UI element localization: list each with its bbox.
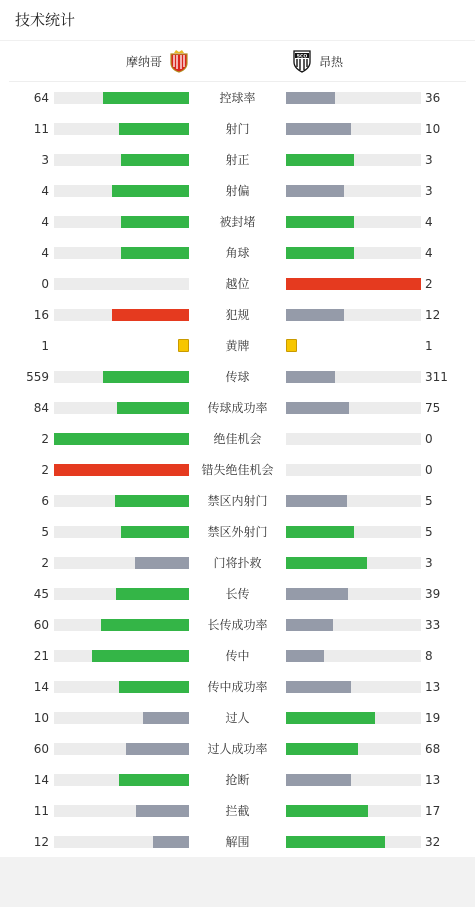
home-stat-bar-track (54, 123, 189, 135)
stat-label: 抢断 (225, 773, 250, 787)
stat-label: 过人 (225, 711, 250, 725)
away-stat-value: 311 (425, 370, 448, 384)
away-stat-bar (286, 774, 351, 786)
home-stat-value: 64 (33, 91, 49, 105)
stat-label: 被封堵 (219, 215, 256, 229)
stat-label: 越位 (225, 277, 250, 291)
stat-row (0, 207, 475, 238)
away-stat-bar (286, 278, 421, 290)
home-stat-bar-track (54, 526, 189, 538)
away-stat-bar-track (286, 402, 421, 414)
home-stat-bar-track (54, 402, 189, 414)
home-stat-value: 4 (41, 246, 49, 260)
home-stat-value: 10 (33, 711, 49, 725)
stat-label: 射门 (225, 122, 250, 136)
home-stat-value: 5 (41, 525, 49, 539)
home-stat-bar (115, 495, 189, 507)
home-stat-bar (121, 216, 189, 228)
away-stat-bar-track (286, 619, 421, 631)
away-stat-bar (286, 92, 335, 104)
stat-label: 过人成功率 (207, 742, 268, 756)
angers-sco-crest-icon (293, 49, 311, 73)
home-stat-bar (119, 123, 189, 135)
home-stat-bar (121, 247, 189, 259)
away-stat-value: 3 (425, 153, 433, 167)
away-stat-value: 36 (425, 91, 441, 105)
home-stat-bar-track (54, 92, 189, 104)
home-stat-bar (116, 588, 189, 600)
home-stat-bar (92, 650, 189, 662)
stat-label: 传中成功率 (207, 680, 268, 694)
away-stat-bar-track (286, 588, 421, 600)
away-stat-bar-track (286, 123, 421, 135)
away-stat-bar-track (286, 526, 421, 538)
away-stat-value: 68 (425, 742, 441, 756)
home-stat-value: 45 (33, 587, 49, 601)
stat-row (0, 486, 475, 517)
away-stat-bar-track (286, 278, 421, 290)
away-stat-bar (286, 619, 333, 631)
home-stat-bar (112, 185, 189, 197)
home-stat-value: 2 (41, 463, 49, 477)
home-stat-bar-track (54, 154, 189, 166)
away-stat-value: 3 (425, 556, 433, 570)
home-stat-value: 4 (41, 184, 49, 198)
stat-row (0, 424, 475, 455)
home-stat-value: 11 (33, 804, 49, 818)
away-stat-bar (286, 681, 351, 693)
home-stat-bar-track (54, 743, 189, 755)
away-stat-bar-track (286, 495, 421, 507)
stat-row (0, 796, 475, 827)
home-stat-bar (119, 681, 189, 693)
home-stat-value: 12 (33, 835, 49, 849)
away-stat-bar-track (286, 743, 421, 755)
stat-label: 禁区外射门 (207, 525, 268, 539)
home-stat-bar (121, 154, 189, 166)
away-stat-bar (286, 588, 348, 600)
away-stat-bar-track (286, 805, 421, 817)
away-stat-value: 75 (425, 401, 441, 415)
away-stat-value: 8 (425, 649, 433, 663)
home-stat-bar-track (54, 712, 189, 724)
home-stat-bar-track (54, 805, 189, 817)
away-stat-bar (286, 526, 354, 538)
away-stat-bar (286, 402, 349, 414)
stat-label: 传中 (225, 649, 250, 663)
home-stat-bar-track (54, 216, 189, 228)
away-stat-bar (286, 216, 354, 228)
away-stat-value: 13 (425, 680, 441, 694)
away-stat-bar-track (286, 464, 421, 476)
home-stat-value: 2 (41, 432, 49, 446)
stat-row (0, 610, 475, 641)
away-stat-bar-track (286, 433, 421, 445)
stat-row (0, 548, 475, 579)
home-stat-bar-track (54, 185, 189, 197)
home-stat-value: 84 (33, 401, 49, 415)
home-stat-bar-track (54, 619, 189, 631)
home-stat-bar (103, 371, 189, 383)
away-stat-bar-track (286, 712, 421, 724)
home-stat-bar (117, 402, 189, 414)
away-stat-bar-track (286, 836, 421, 848)
home-stat-bar-track (54, 433, 189, 445)
home-stat-value: 4 (41, 215, 49, 229)
stat-label: 禁区内射门 (207, 494, 268, 508)
away-stat-value: 0 (425, 432, 433, 446)
stat-label: 拦截 (225, 804, 250, 818)
away-team[interactable] (293, 41, 343, 81)
stat-row (0, 114, 475, 145)
away-stat-value: 2 (425, 277, 433, 291)
away-stat-bar (286, 650, 324, 662)
home-team[interactable] (126, 41, 188, 81)
monaco-crest-icon (170, 49, 188, 73)
away-stat-bar-track (286, 154, 421, 166)
away-stat-bar-track (286, 650, 421, 662)
away-stat-value: 12 (425, 308, 441, 322)
away-stat-bar-track (286, 309, 421, 321)
home-stat-value: 6 (41, 494, 49, 508)
home-stat-value: 11 (33, 122, 49, 136)
home-stat-bar (121, 526, 189, 538)
home-stat-bar (119, 774, 189, 786)
away-stat-bar-track (286, 774, 421, 786)
home-stat-bar (126, 743, 189, 755)
home-stat-value: 2 (41, 556, 49, 570)
away-stat-bar-track (286, 371, 421, 383)
home-stat-value: 0 (41, 277, 49, 291)
home-stat-bar-track (54, 681, 189, 693)
home-stat-bar (101, 619, 189, 631)
home-stat-bar-track (54, 836, 189, 848)
home-stat-value: 559 (26, 370, 49, 384)
away-stat-value: 4 (425, 215, 433, 229)
away-stat-bar (286, 309, 344, 321)
stat-row (0, 455, 475, 486)
away-stat-bar-track (286, 681, 421, 693)
stat-row (0, 393, 475, 424)
home-stat-bar (136, 805, 189, 817)
away-stat-value: 32 (425, 835, 441, 849)
home-stat-value: 3 (41, 153, 49, 167)
stat-label: 射正 (225, 153, 250, 167)
page-title: 技术统计 (0, 0, 475, 41)
stat-label: 控球率 (219, 91, 256, 105)
stat-label: 犯规 (225, 308, 250, 322)
home-stat-bar-track (54, 278, 189, 290)
stat-label: 角球 (225, 246, 250, 260)
stat-label: 传球成功率 (207, 401, 268, 415)
home-stat-bar-track (54, 464, 189, 476)
away-stat-bar-track (286, 92, 421, 104)
home-stat-bar (143, 712, 189, 724)
home-stat-bar (103, 92, 189, 104)
away-stat-bar (286, 712, 375, 724)
away-stat-value: 5 (425, 494, 433, 508)
stat-row (0, 331, 475, 362)
away-stat-value: 13 (425, 773, 441, 787)
home-stat-value: 60 (33, 618, 49, 632)
home-team-name: 摩纳哥 (126, 54, 163, 69)
stat-row (0, 145, 475, 176)
away-stat-value: 33 (425, 618, 441, 632)
away-stat-bar-track (286, 216, 421, 228)
home-stat-bar-track (54, 557, 189, 569)
home-stat-bar-track (54, 495, 189, 507)
stat-row (0, 765, 475, 796)
away-stat-value: 0 (425, 463, 433, 477)
home-stat-bar-track (54, 588, 189, 600)
away-stat-bar (286, 247, 354, 259)
teams-header (9, 41, 466, 82)
away-stat-bar-track (286, 185, 421, 197)
stat-row (0, 362, 475, 393)
stat-row (0, 176, 475, 207)
away-stat-value: 3 (425, 184, 433, 198)
yellow-card-icon (178, 339, 189, 352)
stat-label: 长传 (225, 587, 250, 601)
away-team-name: 昂热 (319, 54, 344, 69)
stat-row (0, 827, 475, 858)
home-stat-value: 14 (33, 773, 49, 787)
stat-label: 解围 (225, 835, 250, 849)
stat-row (0, 269, 475, 300)
home-stat-bar-track (54, 247, 189, 259)
home-stat-bar-track (54, 309, 189, 321)
away-stat-bar (286, 805, 368, 817)
home-stat-bar (153, 836, 189, 848)
stat-row (0, 703, 475, 734)
away-stat-value: 19 (425, 711, 441, 725)
home-stat-value: 60 (33, 742, 49, 756)
stat-row (0, 517, 475, 548)
stat-row (0, 83, 475, 114)
away-stat-bar (286, 154, 354, 166)
stat-row (0, 579, 475, 610)
away-stat-value: 17 (425, 804, 441, 818)
away-stat-bar (286, 185, 344, 197)
away-stat-bar (286, 836, 385, 848)
home-stat-value: 21 (33, 649, 49, 663)
away-stat-bar-track (286, 247, 421, 259)
stat-label: 错失绝佳机会 (201, 463, 274, 477)
stat-row (0, 238, 475, 269)
stat-label: 传球 (225, 370, 250, 384)
away-stat-bar (286, 743, 358, 755)
away-stat-bar-track (286, 557, 421, 569)
stat-row (0, 672, 475, 703)
home-stat-value: 1 (41, 339, 49, 353)
stats-list (0, 82, 475, 858)
home-stat-bar (54, 433, 189, 445)
away-stat-value: 10 (425, 122, 441, 136)
away-stat-value: 4 (425, 246, 433, 260)
away-stat-value: 1 (425, 339, 433, 353)
home-stat-bar-track (54, 371, 189, 383)
away-stat-bar (286, 123, 351, 135)
stat-label: 射偏 (225, 184, 250, 198)
away-stat-value: 39 (425, 587, 441, 601)
away-stat-value: 5 (425, 525, 433, 539)
home-stat-bar (135, 557, 189, 569)
home-stat-value: 14 (33, 680, 49, 694)
home-stat-bar-track (54, 650, 189, 662)
home-stat-bar (112, 309, 189, 321)
away-stat-bar (286, 557, 367, 569)
away-stat-bar (286, 495, 347, 507)
home-stat-bar-track (54, 774, 189, 786)
stat-row (0, 300, 475, 331)
stat-row (0, 734, 475, 765)
home-stat-bar (54, 464, 189, 476)
stat-label: 长传成功率 (207, 618, 268, 632)
home-stat-value: 16 (33, 308, 49, 322)
away-stat-bar (286, 371, 335, 383)
svg-text:SCO: SCO (296, 54, 308, 60)
stat-row (0, 641, 475, 672)
yellow-card-icon (286, 339, 297, 352)
stat-label: 黄牌 (225, 339, 250, 353)
stat-label: 门将扑救 (213, 556, 262, 570)
stat-label: 绝佳机会 (213, 432, 262, 446)
